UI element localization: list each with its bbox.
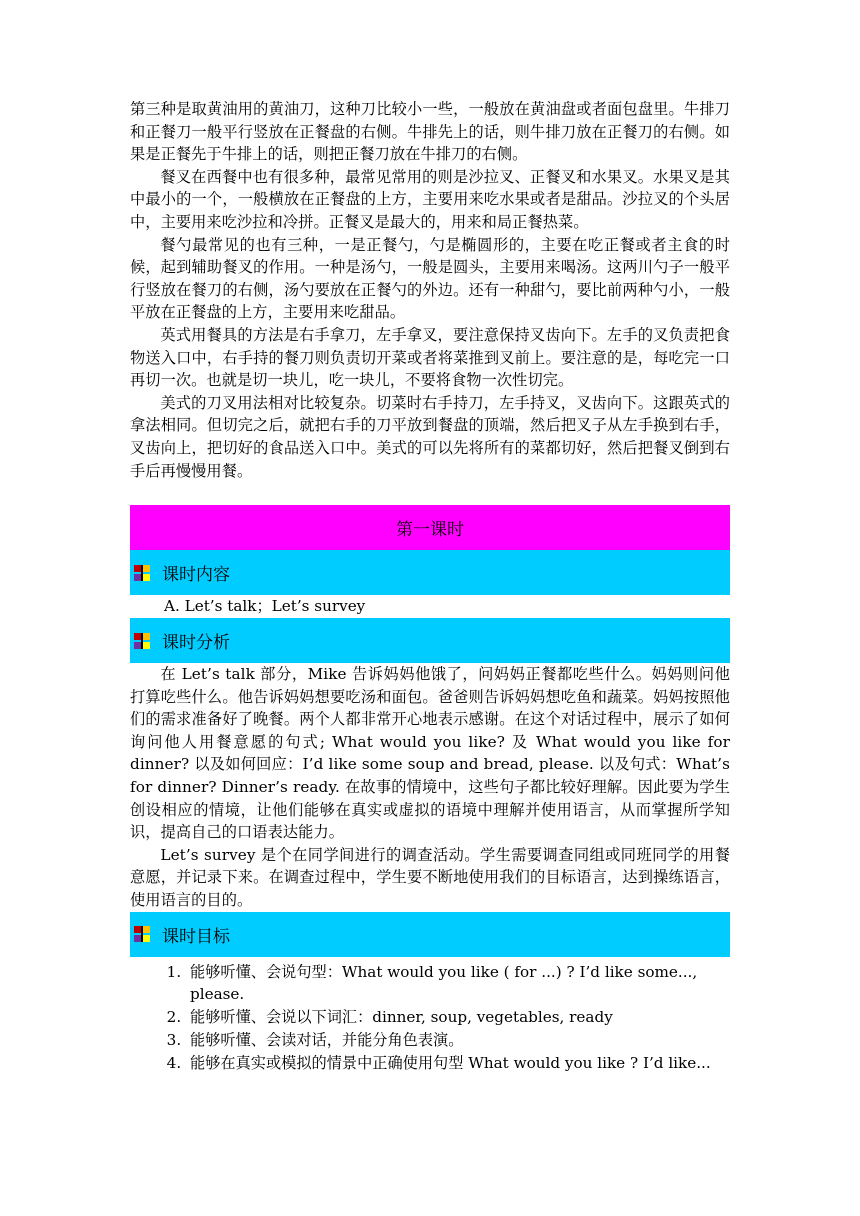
lesson-title-banner [130,505,730,550]
lesson-content-text: A. Let’s talk；Let’s survey [164,597,366,616]
section-header-analysis [130,618,730,663]
goals-list [130,961,730,1075]
section-header-content [130,550,730,595]
section-heading-analysis: 课时分析 [162,633,230,654]
lesson-title: 第一课时 [396,520,464,541]
goal-item: 4. 能够在真实或模拟的情景中正确使用句型 What would you like ? I’d like... [186,1052,730,1075]
section-heading-content: 课时内容 [162,565,230,586]
goal-item: 3. 能够听懂、会读对话，并能分角色表演。 [186,1029,730,1052]
intro-paragraph-5: 美式的刀叉用法相对比较复杂。切菜时右手持刀，左手持叉，叉齿向下。这跟英式的拿法相同。但切完之后，就把右手的刀平放到餐盘的顶端，然后把叉子从左手换到右手，叉齿向上，把切好的食品送入口中。美式的可以先将所有的菜都切好，然后把餐叉倒到右手后再慢慢用餐。 [130,393,730,480]
intro-paragraph-4: 英式用餐具的方法是右手拿刀，左手拿叉，要注意保持叉齿向下。左手的叉负责把食物送入口中，右手持的餐刀则负责切开菜或者将菜推到叉前上。要注意的是，每吃完一口再切一次。也就是切一块儿，吃一块儿，不要将食物一次性切完。 [130,325,730,390]
intro-paragraph-1: 第三种是取黄油用的黄油刀，这种刀比较小一些，一般放在黄油盘或者面包盘里。牛排刀和正餐刀一般平行竖放在正餐盘的右侧。牛排先上的话，则牛排刀放在正餐刀的右侧。如果是正餐先于牛排上的话，则把正餐刀放在牛排刀的右侧。 [130,100,730,164]
document-page [130,98,730,1075]
book-icon [134,633,150,649]
section-header-goals [130,912,730,957]
intro-paragraph-2: 餐叉在西餐中也有很多种，最常见常用的则是沙拉叉、正餐叉和水果叉。水果叉是其中最小的一个，一般横放在正餐盘的上方，主要用来吃水果或者是甜品。沙拉叉的个头居中，主要用来吃沙拉和冷拼。正餐叉是最大的，用来和局正餐热菜。 [130,167,730,231]
goal-item: 1. 能够听懂、会说句型：What would you like ( for ...) ? I’d like some..., please. [186,961,730,1007]
book-icon [134,565,150,581]
goal-item: 2. 能够听懂、会说以下词汇：dinner, soup, vegetables, ready [186,1006,730,1029]
book-icon [134,926,150,942]
intro-paragraph-3: 餐勺最常见的也有三种，一是正餐勺，勺是椭圆形的，主要在吃正餐或者主食的时候，起到辅助餐叉的作用。一种是汤勺，一般是圆头，主要用来喝汤。这两川勺子一般平行竖放在餐刀的右侧，汤勺要放在正餐勺的外边。还有一种甜勺，要比前两种勺小，一般平放在正餐盘的上方，主要用来吃甜品。 [130,235,730,322]
section-heading-goals: 课时目标 [162,926,230,947]
analysis-paragraph-2: Let’s survey 是个在同学间进行的调查活动。学生需要调查同组或同班同学的用餐意愿，并记录下来。在调查过程中，学生要不断地使用我们的目标语言，达到操练语言，使用语言的目的。 [130,845,730,910]
analysis-paragraph-1: 在 Let’s talk 部分，Mike 告诉妈妈他饿了，问妈妈正餐都吃些什么。妈妈则问他打算吃些什么。他告诉妈妈想要吃汤和面包。爸爸则告诉妈妈想吃鱼和蔬菜。妈妈按照他们的需求准备好了晚餐。两个人都非常开心地表示感谢。在这个对话过程中，展示了如何询问他人用餐意愿的句式; What would you like? 及 What would you like for dinner? 以及如何回应：I’d like some soup and bread, please. 以及句式：What’s for dinner? Dinner’s ready. 在故事的情境中，这些句子都比较好理解。因此要为学生创设相应的情境，让他们能够在真实或虚拟的语境中理解并使用语言，从而掌握所学知识，提高自己的口语表达能力。 [130,665,730,842]
